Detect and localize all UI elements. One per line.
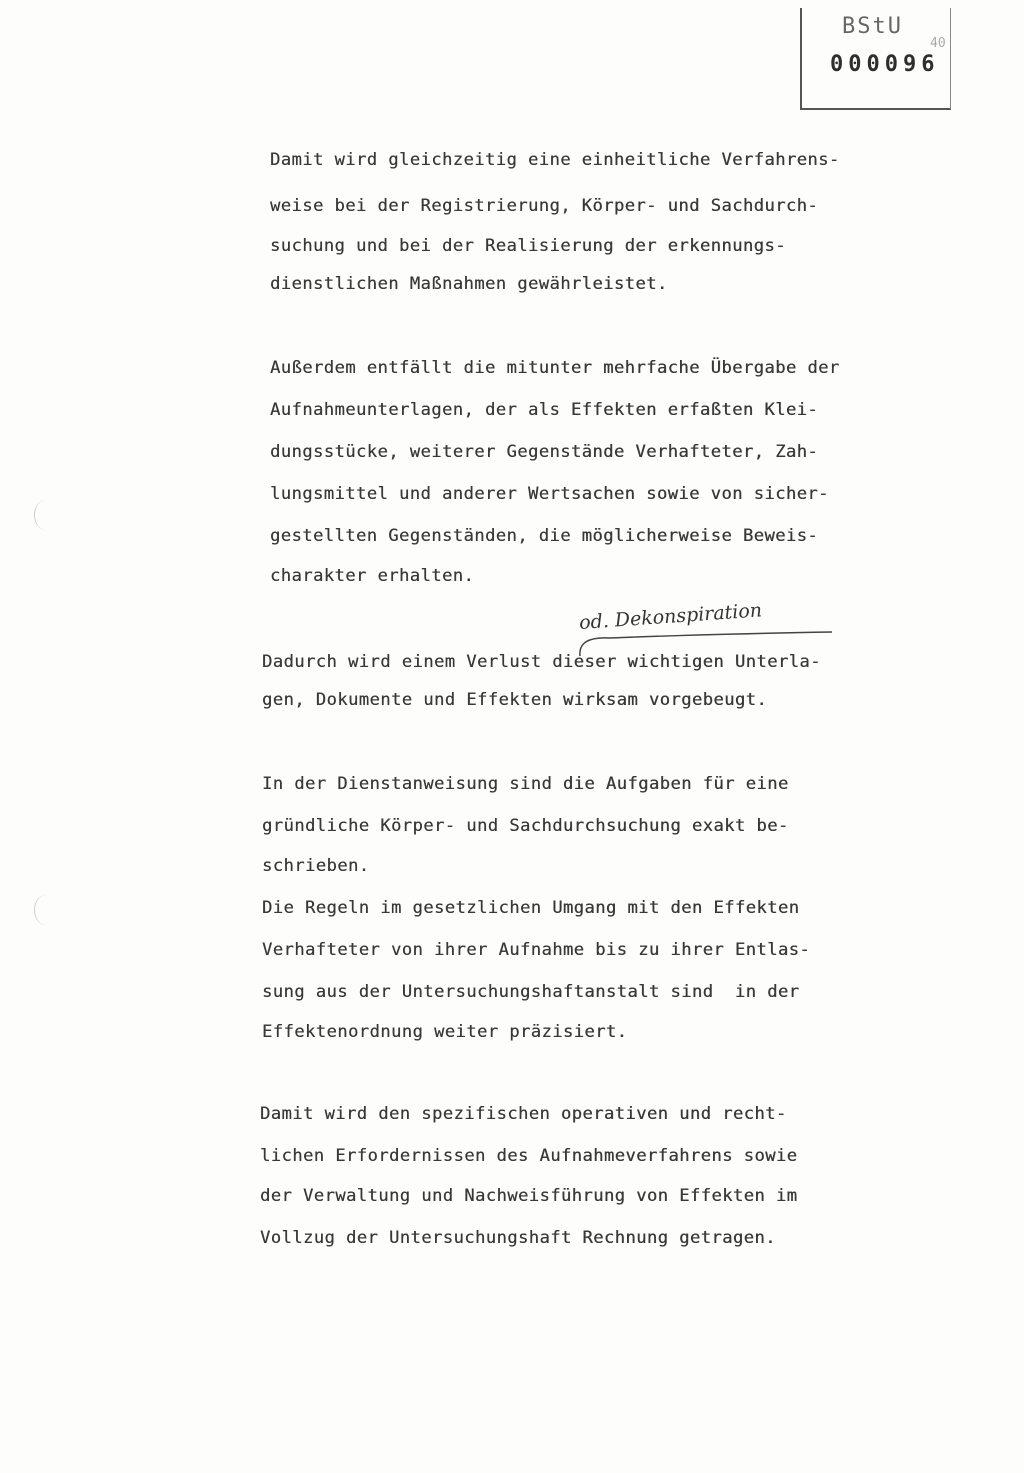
text-line: gestellten Gegenständen, die möglicherweise Beweis-: [270, 526, 819, 546]
text-line: Verhafteter von ihrer Aufnahme bis zu ihrer Entlas-: [262, 940, 811, 960]
text-line: Damit wird gleichzeitig eine einheitliche Verfahrens-: [270, 150, 840, 170]
text-line: der Verwaltung und Nachweisführung von Effekten im: [260, 1186, 798, 1206]
text-line: gründliche Körper- und Sachdurchsuchung exakt be-: [262, 816, 789, 836]
text-line: weise bei der Registrierung, Körper- und Sachdurch-: [270, 196, 819, 216]
text-line: Dadurch wird einem Verlust dieser wichtigen Unterla-: [262, 652, 821, 672]
punch-hole: [34, 895, 57, 925]
text-line: Vollzug der Untersuchungshaft Rechnung getragen.: [260, 1228, 776, 1248]
text-line: Außerdem entfällt die mitunter mehrfache Übergabe der: [270, 358, 840, 378]
punch-hole: [34, 500, 57, 530]
text-line: In der Dienstanweisung sind die Aufgaben für eine: [262, 774, 789, 794]
text-line: Effektenordnung weiter präzisiert.: [262, 1022, 628, 1042]
text-line: dienstlichen Maßnahmen gewährleistet.: [270, 274, 668, 294]
stamp-agency: BStU: [842, 14, 903, 39]
stamp-page-mark: 40: [930, 36, 946, 51]
archive-stamp: [800, 8, 951, 110]
text-line: Die Regeln im gesetzlichen Umgang mit den Effekten: [262, 898, 800, 918]
text-line: suchung und bei der Realisierung der erkennungs-: [270, 236, 786, 256]
text-line: Aufnahmeunterlagen, der als Effekten erfaßten Klei-: [270, 400, 819, 420]
text-line: schrieben.: [262, 856, 370, 876]
text-line: charakter erhalten.: [270, 566, 475, 586]
text-line: dungsstücke, weiterer Gegenstände Verhafteter, Zah-: [270, 442, 819, 462]
text-line: lungsmittel und anderer Wertsachen sowie von sicher-: [270, 484, 829, 504]
text-line: Damit wird den spezifischen operativen und recht-: [260, 1104, 787, 1124]
text-line: lichen Erfordernissen des Aufnahmeverfahrens sowie: [260, 1146, 798, 1166]
stamp-number: 000096: [830, 52, 940, 77]
text-line: sung aus der Untersuchungshaftanstalt sind in der: [262, 982, 800, 1002]
handwritten-insertion: od. Dekonspiration: [578, 599, 763, 634]
text-line: gen, Dokumente und Effekten wirksam vorgebeugt.: [262, 690, 768, 710]
